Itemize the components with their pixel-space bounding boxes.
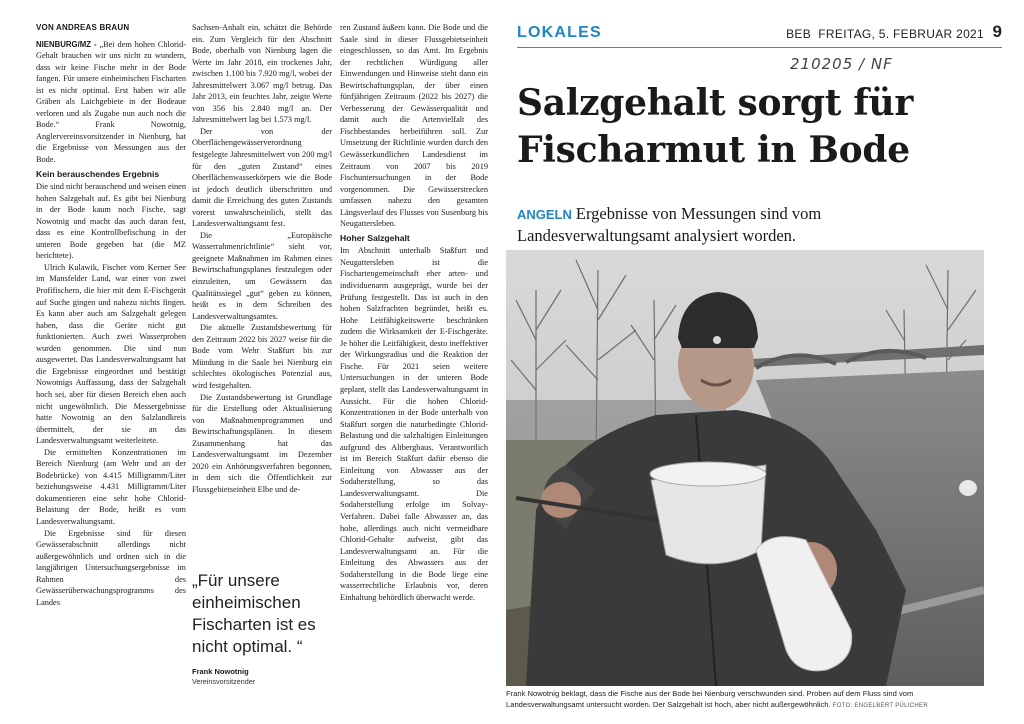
edition-code: BEB [786,27,812,41]
lead-paragraph [36,39,186,166]
caption-text: Frank Nowotnig beklagt, dass die Fische aus der Bode bei Nienburg verschwunden sind. Proben auf dem Fluss sind vom Landesverwaltungsamt untersucht worden. Der Salzgehalt ist hoch, aber nicht außergewöhnlich. [506,689,914,709]
paragraph: ren Zustand äußern kann. Die Bode und die Saale sind in dieser Flussgebietseinheit eingeschlossen, so das Amt. Im Ergebnis der rechtlichen Würdigung aller Einwendungen und Hinweise steht dann ein Bewirtschaftungsplan, der über einen fünfjährigen Zeitraum (2022 bis 2027) die Verbesserung der Gewässerqualität und damit auch die Artenvielfalt des Fischbestandes herbeiführen soll. Zur Umsetzung der Richtlinie wurden durch den Gewässerkundlichen Landesdienst im Zeitraum von 2007 bis 2019 Fischuntersuchungen in der Bode vorgenommen. Die Gewässerstrecken umfassen nahezu den gesamten Längsverlauf des Flusses von Susenburg bis Neugattersleben. [340,23,488,229]
dek-keyword: ANGELN [517,207,572,222]
paragraph: Sachsen-Anhalt ein, schätzt die Behörde ein. Zum Vergleich für den Abschnitt Bode, oberhalb von Nienburg lagen die Werte im Jahr 2018, ein trockenes Jahr, zwischen 1.100 bis 7.920 mg/l, wobei der Jahresmittelwert 3.067 mg/l betrug. Das Jahr 2013, ein feuchtes Jahr, zeigte Werte von 356 bis 2.840 mg/l an. Der Jahresmittelwert lag bei 1.573 mg/l. [192,23,332,125]
handwritten-stamp: 210205 / NF [790,55,893,73]
pull-quote-author: Frank Nowotnig [192,667,249,676]
paragraph: Die Zustandsbewertung ist Grundlage für die Erstellung oder Aktualisierung von Maßnahmenprogrammen und Bewirtschaftungsplänen. In diesem Zusammenhang hat das Landesverwaltungsamt im Dezember 2020 ein Anhörungsverfahren begonnen, in dem sich die Öffentlichkeit zur Flussgebietseinheit Elbe und de- [192,392,332,494]
dateline: NIENBURG/MZ - [36,39,97,49]
paragraph: Die ermittelten Konzentrationen im Bereich Nienburg (am Wehr und an der Bodebrücke) von 4.415 Milligramm/Liter beziehungsweise 4.431 Milligramm/Liter dokumentieren eine sehr hohe Chlorid-Belastung der Bode, heißt es vom Landesverwaltungsamt. [36,447,186,526]
subhead-1: Kein berauschendes Ergebnis [36,168,160,179]
paragraph: Die „Europäische Wasserrahmenrichtlinie“ sieht vor, geeignete Maßnahmen im Rahmen eines Bewirtschaftungsplanes festzulegen oder einzuleiten, um Gewässern das Qualitätssiegel „gut“ geben zu können, heißt es in dem Schreiben des Landesverwaltungsamtes. [192,230,332,321]
page-number: 9 [992,22,1002,41]
paragraph: Ulrich Kulawik, Fischer vom Kerner See im Mansfelder Land, war einer von zwei Profifischern, die hier mit dem E-Fischgerät auf Suche gingen und nahezu nichts fingen. Es kann aber auch am Salzgehalt gelegen haben, dass die Geräte nicht gut funktionierten. Auch zwei Wasserproben wurden genommen. Die sind nun ausgewertet. Das Landesverwaltungsamt hat die Ergebnisse eingeordnet und bestätigt Nowotnigs Auffassung, dass der Salzgehalt hoch sei, aber für diesen Bereich eben auch nicht ungewöhnlich. Die Messergebnisse hatte Nowotnig an den Salzlandkreis übermittelt, der sie an das Landesverwaltungsamt weiterleitete. [36,262,186,446]
edition-date [786,27,984,41]
article-photo [506,250,984,686]
section-label: LOKALES [517,24,602,41]
photo-caption [506,688,986,712]
issue-date: FREITAG, 5. FEBRUAR 2021 [818,27,984,41]
pull-quote-role: Vereinsvorsitzender [192,677,256,686]
paragraph: Der von der Oberflächengewässerverordnung festgelegte Jahresmittelwert von 200 mg/l für den „guten Zustand“ eines Oberflächenwasserkörpers wie die Bode ist jedoch deutlich überschritten und damit die Erreichung des guten Zustands vorerst unwahrscheinlich, stellt das Landesverwaltungsamt fest. [192,126,332,229]
photo-credit: FOTO: ENGELBERT PÜLICHER [832,703,928,709]
paragraph: Die aktuelle Zustandsbewertung für den Zeitraum 2022 bis 2027 weise für die Bode vom Wehr Staßfurt bis zur Mündung in die Saale bei Nienburg ein schlechtes ökologisches Potenzial aus, wird festgehalten. [192,323,332,390]
article-column-1 [36,22,186,608]
photo-illustration [506,250,984,686]
dek-text: Ergebnisse von Messungen sind vom Landesverwaltungsamt analysiert worden. [517,204,822,245]
lead-text: „Bei dem hohen Chlorid-Gehalt brauchen wir uns nicht zu wundern, dass wir keine Fische mehr in der Bode fangen. Für unsere einheimischen Fischarten ist es nicht optimal. Erst haben wir alle Gräben als Laichgebiete in der Bodeaue verloren und als Zugabe nun auch noch die Bode.“ Frank Nowotnig, Anglervereinsvorsitzender in Nienburg, hat die Ergebnisse von Messungen aus der Bode. [36,39,186,165]
dek [517,203,977,246]
paragraph: Im Abschnitt unterhalb Staßfurt und Neugattersleben ist die Fischartengemeinschaft eher arten- und individuenarm ausgeprägt, wurde bei der Prüfung festgestellt. Das ist auch in den hohen Salzfrachten begründet, heißt es. Hohe Leitfähigkeitswerte beschränken zudem die Wirksamkeit der E-Fischgeräte. Je höher die Leitfähigkeit, desto ineffektiver der Wirkungsradius und die Reaktion der Fische. Für 2021 seien weitere Untersuchungen in der unteren Bode geplant, stellt das Landesverwaltungsamt in Aussicht. Für die hohen Chlorid-Konzentrationen in der Bode unterhalb von Staßfurt sorgen die naturbedingte Chlorid-Belastung und die salzhaltigen Einleitungen aufgrund des Altbergbaus. Verantwortlich ist im Bereich Staßfurt dafür ebenso die Einleitung von Abwasser aus der Sodaherstellung, so das Landesverwaltungsamt. Die Sodaherstellung erfolge im Solvay-Verfahren. Dabei falle Abwasser an, das hohe, allerdings auch nicht vermeidbare Chlorid-Gehalte aufweist, gibt das Landesverwaltungsamt an. Für die Einleitung des Abwassers aus der Sodaherstellung in die Bode liege eine wasserrechtliche Erlaubnis vor, deren Einhaltung behördlich überwacht werde. [340,246,488,602]
paragraph: Die Ergebnisse sind für diesen Gewässerabschnitt allerdings nicht außergewöhnlich und ordnen sich in die langjährigen Untersuchungsergebnisse im Rahmen des Gewässerüberwachungsprogramms des Landes [36,528,186,607]
byline: VON ANDREAS BRAUN [36,23,130,32]
article-column-3 [340,22,488,603]
paragraph: Die sind nicht berauschend und weisen einen hohen Salzgehalt auf. Es gibt bei Nienburg in der Bode kaum noch Fische, sagt Nowotnig und macht das auch daran fest, dass es eine Kontrollbefischung in der unteren Bode gegeben hat (die MZ berichtete). [36,182,186,261]
article-column-2 [192,22,332,495]
pull-quote-text: „Für unsere einheimischen Fischarten ist es nicht optimal. “ [192,571,316,656]
header-rule [517,47,1002,48]
headline: Salzgehalt sorgt für Fischarmut in Bode [517,82,914,171]
subhead-2: Hoher Salzgehalt [340,232,410,243]
pull-quote [192,570,332,686]
